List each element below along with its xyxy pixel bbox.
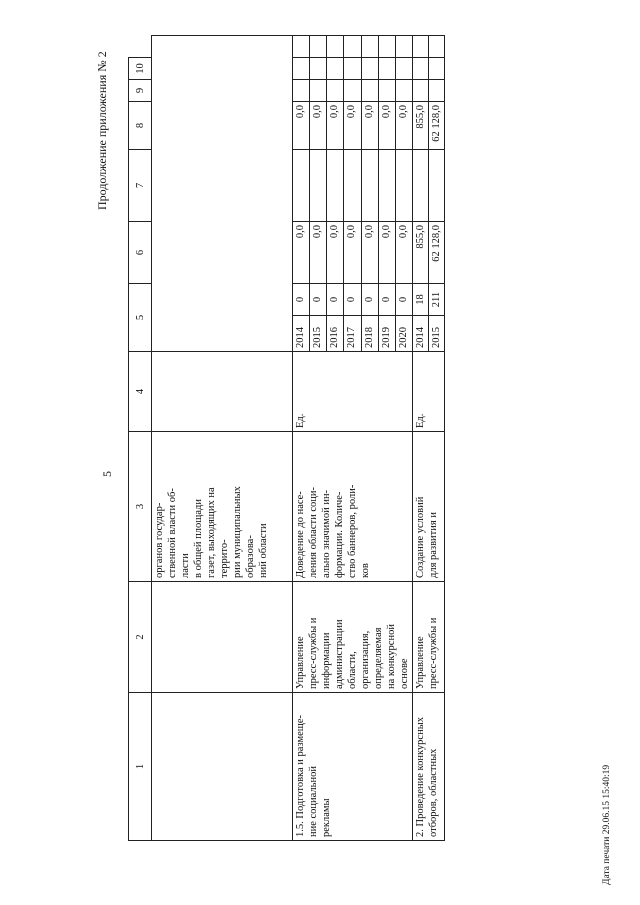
table-row xyxy=(293,36,310,841)
indicator-value: 0 xyxy=(327,284,344,316)
year-cell: 2019 xyxy=(378,316,395,352)
year-cell: 2015 xyxy=(310,316,327,352)
cell-empty xyxy=(344,58,361,80)
header-cell-1: 1 xyxy=(129,693,152,841)
cell-empty xyxy=(378,150,395,222)
year-cell: 2014 xyxy=(293,316,310,352)
cell-empty xyxy=(413,150,429,222)
cell-empty xyxy=(395,36,412,58)
header-cell-3: 3 xyxy=(129,432,152,582)
cell-empty xyxy=(378,36,395,58)
amount-cell: 0,0 xyxy=(344,222,361,284)
cell-empty xyxy=(310,150,327,222)
appendix-table xyxy=(128,35,445,841)
indicator-value: 18 xyxy=(413,284,429,316)
amount-cell: 0,0 xyxy=(344,102,361,150)
header-cell-4: 4 xyxy=(129,352,152,432)
table-header-row xyxy=(129,36,152,841)
indicator-value: 0 xyxy=(293,284,310,316)
amount-cell: 0,0 xyxy=(310,222,327,284)
cell-empty xyxy=(344,36,361,58)
cell-empty xyxy=(293,150,310,222)
cell-empty xyxy=(395,58,412,80)
year-cell: 2015 xyxy=(429,316,445,352)
table-row xyxy=(413,36,429,841)
header-cell-2: 2 xyxy=(129,582,152,693)
indicator-description: Доведение до насе- ления области соци- ально значимой ин- формации. Количе- ство баннеров, роли- ков xyxy=(293,432,413,582)
indicator-value: 0 xyxy=(310,284,327,316)
cell-empty xyxy=(395,80,412,102)
amount-cell: 0,0 xyxy=(310,102,327,150)
cell-empty xyxy=(429,36,445,58)
year-cell: 2016 xyxy=(327,316,344,352)
header-cell-10: 10 xyxy=(129,58,152,80)
cell-empty xyxy=(293,80,310,102)
activity-name: 1.5. Подготовка и размеще- ние социальной рекламы xyxy=(293,693,413,841)
cell-empty xyxy=(152,36,293,352)
activity-name: 2. Проведение конкурсных отборов, областных xyxy=(413,693,445,841)
amount-cell: 0,0 xyxy=(361,222,378,284)
year-cell: 2018 xyxy=(361,316,378,352)
indicator-value: 0 xyxy=(378,284,395,316)
cell-empty xyxy=(361,150,378,222)
amount-cell: 0,0 xyxy=(361,102,378,150)
cell-empty xyxy=(327,80,344,102)
cell-empty xyxy=(395,150,412,222)
responsible-executor: Управление пресс-службы и xyxy=(413,582,445,693)
cell-empty xyxy=(152,693,293,841)
unit-of-measure: Ед. xyxy=(293,352,413,432)
cell-empty xyxy=(413,80,429,102)
indicator-value: 0 xyxy=(395,284,412,316)
header-cell-6: 6 xyxy=(129,222,152,284)
cell-empty xyxy=(293,58,310,80)
unit-of-measure: Ед. xyxy=(413,352,445,432)
cell-empty xyxy=(361,80,378,102)
cell-empty xyxy=(344,150,361,222)
indicator-value: 211 xyxy=(429,284,445,316)
amount-cell: 0,0 xyxy=(327,222,344,284)
print-date: Дата печати 29.06.15 15:40:19 xyxy=(602,764,612,885)
amount-cell: 0,0 xyxy=(378,222,395,284)
cell-empty xyxy=(310,80,327,102)
year-cell: 2014 xyxy=(413,316,429,352)
cell-empty xyxy=(152,582,293,693)
page-number: 5 xyxy=(100,471,114,477)
cell-empty xyxy=(293,36,310,58)
year-cell: 2020 xyxy=(395,316,412,352)
cell-empty xyxy=(327,58,344,80)
header-cell-8: 8 xyxy=(129,102,152,150)
indicator-value: 0 xyxy=(361,284,378,316)
amount-cell: 855,0 xyxy=(413,102,429,150)
indicator-description: Создание условий для развития и xyxy=(413,432,445,582)
cell-empty xyxy=(378,80,395,102)
amount-cell: 855,0 xyxy=(413,222,429,284)
year-cell: 2017 xyxy=(344,316,361,352)
cell-empty xyxy=(310,58,327,80)
amount-cell: 0,0 xyxy=(327,102,344,150)
cell-empty xyxy=(429,58,445,80)
amount-cell: 62 128,0 xyxy=(429,102,445,150)
cell-empty xyxy=(310,36,327,58)
header-cell-5: 5 xyxy=(129,284,152,352)
cell-empty xyxy=(344,80,361,102)
header-cell-7: 7 xyxy=(129,150,152,222)
cell-empty xyxy=(378,58,395,80)
amount-cell: 0,0 xyxy=(395,102,412,150)
cell-empty xyxy=(152,352,293,432)
indicator-description: органов государ- ственной власти об- ласти в общей площади газет, выходящих на террито- рии муниципальных образова- ний области xyxy=(152,432,293,582)
responsible-executor: Управление пресс-службы и информации администрации области, организация, определяемая на конкурсной основе xyxy=(293,582,413,693)
amount-cell: 0,0 xyxy=(378,102,395,150)
amount-cell: 0,0 xyxy=(293,222,310,284)
header-cell-9: 9 xyxy=(129,80,152,102)
cell-empty xyxy=(413,36,429,58)
amount-cell: 62 128,0 xyxy=(429,222,445,284)
indicator-value: 0 xyxy=(344,284,361,316)
cell-empty xyxy=(361,36,378,58)
cell-empty xyxy=(413,58,429,80)
table-row-continuation xyxy=(152,36,293,841)
cell-empty xyxy=(429,150,445,222)
amount-cell: 0,0 xyxy=(293,102,310,150)
cell-empty xyxy=(361,58,378,80)
cell-empty xyxy=(327,150,344,222)
appendix-continuation-label: Продолжение приложения № 2 xyxy=(95,51,109,210)
cell-empty xyxy=(327,36,344,58)
amount-cell: 0,0 xyxy=(395,222,412,284)
cell-empty xyxy=(429,80,445,102)
